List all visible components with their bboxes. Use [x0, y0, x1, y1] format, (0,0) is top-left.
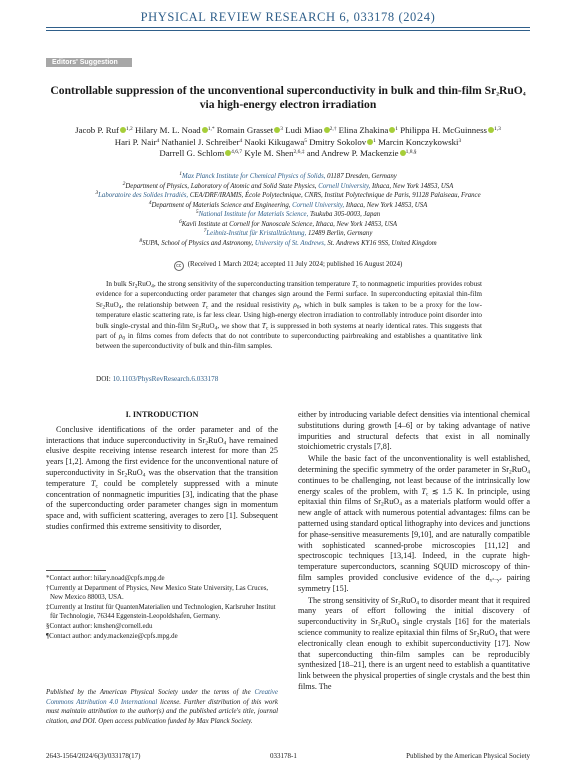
affiliation-item: $^7$Leibniz-Institut für Kristallzüchtung, 12489 Berlin, Germany — [203, 228, 373, 237]
paper-title: Controllable suppression of the unconventional superconductivity in bulk and thin-film $Sr_2RuO_4$ via high-energy electron irradiation — [50, 84, 526, 111]
affiliation-item: $^5$National Institute for Materials Science, Tsukuba 305-0003, Japan — [195, 209, 381, 218]
author-name[interactable]: Nathaniel J. Schreiber — [161, 136, 240, 147]
footnote-divider — [46, 570, 106, 571]
affiliation-link[interactable]: Cornell University, — [318, 182, 371, 190]
author-name[interactable]: Darrell G. Schlom — [159, 148, 225, 159]
affiliation-item: $^2$Department of Physics, Laboratory of Atomic and Solid State Physics, Cornell University, Ithaca, New York 14853, USA — [122, 180, 454, 190]
editors-suggestion-badge: Editors' Suggestion — [46, 58, 132, 67]
license-link[interactable]: Creative Commons Attribution 4.0 International — [46, 689, 278, 706]
intro-paragraph: Conclusive identifications of the order parameter and of the interactions that induce superconductivity in $Sr_2RuO_4$ have remained elusive despite receiving intense research interest for more than 25 years [1,2]. Among the first evidence for the unconventional nature of superconductivity in $Sr_2RuO_4$ was the observation that the transition temperature $T_c$ could be completely suppressed with a minute concentration of nonmagnetic impurities [3], indicating that the phase of the superconducting order parameter changes sign in momentum space and, with sufficient scattering, averages to zero [1]. Subsequent studies confirmed this extreme sensitivity to disorder, — [46, 424, 279, 531]
body-paragraph: The strong sensitivity of $Sr_2RuO_4$ to disorder meant that it required many years of effort following the initial discovery of superconductivity in $Sr_2RuO_4$ single crystals [16] for the materials science community to realize epitaxial thin films of $Sr_2RuO_4$ that were electronically clean enough to exhibit superconductivity [17]. Now that superconducting thin-film samples can be reproducibly synthesized [18–21], there is an urgent need to establish a quantitative link between the physical properties of single crystals and the best thin films. The — [298, 595, 531, 691]
author-name[interactable]: Hari P. Nair — [114, 136, 157, 147]
doi-line: DOI: 10.1103/PhysRevResearch.6.033178 — [96, 375, 219, 383]
affiliation-link[interactable]: Max Planck Institute for Chemical Physics of Solids, — [181, 173, 326, 180]
creative-commons-icon[interactable]: cc — [174, 261, 184, 271]
footnote: ¶Contact author: andy.mackenzie@cpfs.mpg.de — [46, 632, 178, 640]
author-name[interactable]: Jacob P. Ruf — [75, 125, 119, 135]
author-list: Jacob P. Ruf $^{1,2}$ Hilary M. L. Noad $^{1,*}$ Romain Grasset $^3$ Ludi Miao $^{2,\dagger}$ Elina Zhakina $^1$ Philippa H. McGuinness $^{1,3}$ Hari P. Nair$^4$ Nathaniel J. Schreiber$^4$ Naoki Kikugawa$^5$ Dmitry Sokolov $^1$ Marcin Konczykowski$^3$ Darrell G. Schlom $^{4,6,7}$ Kyle M. Shen$^{2,6,\ddagger}$ and Andrew P. Mackenzie $^{1,8,\S}$ — [75, 125, 501, 159]
footnote: §Contact author: kmshen@cornell.edu — [46, 622, 153, 630]
author-name[interactable]: Hilary M. L. Noad — [134, 125, 201, 135]
right-column — [298, 410, 530, 693]
body-paragraph: either by introducing variable defect densities via intentional chemical substitutions during growth [4–6] or by taking advantage of native impurities and structural defects that exist in all nominally stoichiometric crystals [7,8]. — [298, 410, 530, 452]
footer-issn: 2643-1564/2024/6(3)/033178(17) — [46, 752, 141, 760]
affiliation-link[interactable]: National Institute for Materials Science, — [198, 211, 309, 218]
author-name[interactable]: Romain Grasset — [216, 125, 274, 135]
header-rule-bottom — [46, 30, 530, 31]
abstract: In bulk $Sr_2RuO_4$, the strong sensitivity of the superconducting transition temperature $T_c$ to nonmagnetic impurities provides robust evidence for a superconducting order parameter that changes sign around the Fermi surface. In superconducting epitaxial thin-film $Sr_2RuO_4$, the relationship between $T_c$ and the residual resistivity $\rho_0$, which in bulk samples is taken to be a proxy for the low-temperature elastic scattering rate, is far less clear. Using high-energy electron irradiation to controllably introduce point disorder into bulk single-crystal and thin-film $Sr_2RuO_4$, we show that $T_c$ is suppressed in both systems at nearly identical rates. This suggests that part of $\rho_0$ in films comes from defects that do not contribute to superconducting pairbreaking and establishes a quantitative link between the superconductivity of bulk and thin-film samples. — [96, 280, 482, 351]
author-name[interactable]: Ludi Miao — [285, 125, 323, 135]
author-name[interactable]: Marcin Konczykowski — [378, 136, 459, 147]
footnote: †Currently at Department of Physics, New Mexico State University, Las Cruces, New Mexico 88003, USA. — [46, 584, 269, 602]
affiliation-item: $^3$Laboratoire des Solides Irradiés, CEA/DRF/IRAMIS, École Polytechnique, CNRS, Institut Polytechnique de Paris, 91128 Palaiseau, France — [95, 190, 481, 199]
footnote: ‡Currently at Institut für QuantenMaterialien und Technologien, Karlsruher Institut für Technologie, 76344 Eggenstein-Leopoldshafen, Germany. — [46, 603, 276, 621]
affiliation-link[interactable]: Laboratoire des Solides Irradiés, — [98, 192, 189, 199]
author-name[interactable]: Dmitry Sokolov — [309, 136, 367, 147]
footnotes — [46, 574, 278, 641]
footnote: *Contact author: hilary.noad@cpfs.mpg.de — [46, 575, 165, 582]
header-rule-top — [46, 27, 530, 28]
affiliation-link[interactable]: University of St. Andrews, — [254, 239, 326, 247]
author-name[interactable]: Elina Zhakina — [338, 125, 389, 135]
affiliation-item: $^4$Department of Materials Science and Engineering, Cornell University, Ithaca, New York 14853, USA — [148, 199, 428, 209]
author-name[interactable]: Kyle M. Shen — [244, 148, 294, 159]
page-number: 033178-1 — [270, 752, 297, 760]
license-notice: Published by the American Physical Society under the terms of the Creative Commons Attribution 4.0 International license. Further distribution of this work must maintain attribution to the author(s) and the published article's title, journal citation, and DOI. Open access publication funded by Max Planck Society. — [46, 689, 278, 725]
affiliation-list — [46, 172, 530, 248]
publication-dates: cc (Received 1 March 2024; accepted 11 July 2024; published 16 August 2024) — [46, 260, 530, 271]
author-name[interactable]: Naoki Kikugawa — [244, 136, 305, 147]
journal-header: PHYSICAL REVIEW RESEARCH 6, 033178 (2024) — [140, 10, 436, 24]
author-name[interactable]: Philippa H. McGuinness — [400, 125, 487, 135]
body-paragraph: While the basic fact of the unconventionality is well established, determining the specific symmetry of the order parameter in $Sr_2RuO_4$ continues to be challenging, not least because of the intrinsically low energy scales of the problem, with $T_c$ ≲ 1.5 K. In principle, using epitaxial thin films of $Sr_2RuO_4$ as a materials platform would offer a new angle of attack with numerous potential advantages: films can be patterned using standard optical lithography into devices and junctions for phase-sensitive measurements [9,10], and are naturally compatible with sophisticated scanned-probe microscopies [11,12] and spectroscopic techniques [13,14]. Indeed, in the cuprate high-temperature superconductors, scanning SQUID microscopy of thin-film samples provided conclusive evidence of the $d_{x^2-y^2}$ pairing symmetry [15]. — [298, 454, 531, 593]
affiliation-item: $^8$SUPA, School of Physics and Astronomy, University of St. Andrews, St. Andrews KY16 9SS, United Kingdom — [139, 237, 437, 247]
affiliation-link[interactable]: Leibniz-Institut für Kristallzüchtung, — [206, 230, 307, 237]
doi-link[interactable]: 10.1103/PhysRevResearch.6.033178 — [112, 375, 219, 383]
author-name[interactable]: and Andrew P. Mackenzie — [306, 148, 399, 159]
footer-publisher: Published by the American Physical Society — [406, 752, 530, 760]
affiliation-item: $^6$Kavli Institute at Cornell for Nanoscale Science, Ithaca, New York 14853, USA — [178, 218, 398, 228]
left-column — [46, 410, 278, 533]
section-heading: I. INTRODUCTION — [125, 410, 199, 419]
affiliation-item: $^1$Max Planck Institute for Chemical Physics of Solids, 01187 Dresden, Germany — [179, 171, 397, 180]
affiliation-link[interactable]: Cornell University, — [292, 201, 345, 209]
